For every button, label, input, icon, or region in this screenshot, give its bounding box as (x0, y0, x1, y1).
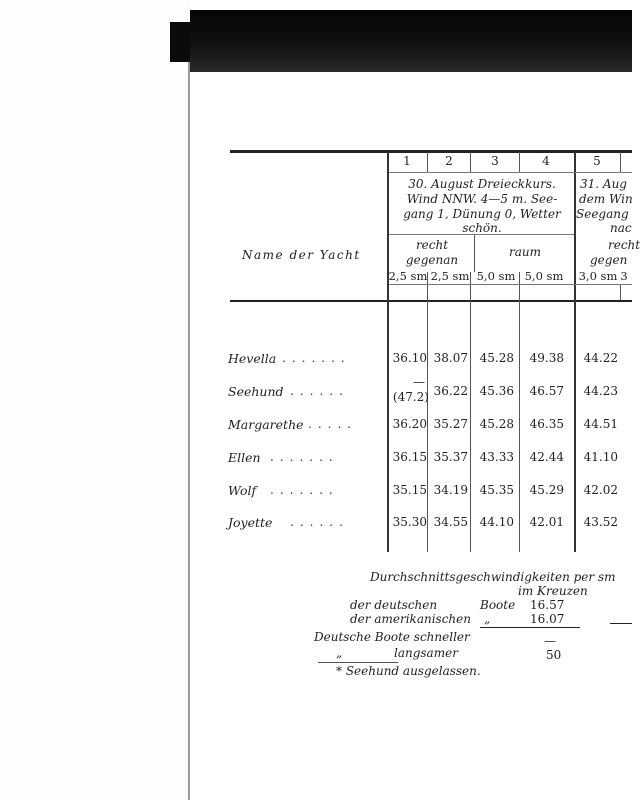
cell: 43.52 (583, 515, 618, 529)
summary-row2-value: 16.07 (530, 612, 565, 626)
footnote-rule (318, 662, 398, 663)
race2-header-line-4: nac (610, 221, 632, 235)
yacht-name: Wolf (228, 483, 257, 498)
unit-5: 3,0 sm (578, 269, 618, 283)
subgroup2-recht-2: gegen (590, 253, 628, 267)
left-page-margin (0, 0, 190, 800)
colnum-3: 3 (491, 154, 499, 168)
colnum-row-line (389, 172, 632, 173)
race1-header-line-2: Wind NNW. 4—5 m. See- (406, 192, 558, 206)
race1-header-line-3: gang 1, Dünung 0, Wetter (403, 207, 561, 221)
colnum-1: 1 (403, 154, 411, 168)
unit-1: 2,5 sm (388, 269, 428, 283)
cell: 46.35 (529, 417, 564, 431)
cell: 35.27 (433, 417, 468, 431)
col-divider-1 (427, 272, 428, 552)
cell: 42.44 (529, 450, 564, 464)
summary-subtitle: im Kreuzen (518, 584, 588, 598)
summary-row4-ditto: „ (336, 646, 343, 660)
summary-rule (480, 627, 580, 628)
cell: 44.23 (583, 384, 618, 398)
scanned-page: 1 2 3 4 5 Name der Yacht 30. August Dreieckkurs. Wind NNW. 4—5 m. See- gang 1, Dünung 0, Wetter schön. 31. Aug dem Win Seegang nac recht gegenan raum recht gegen 2,5 sm 2,5 sm 5,0 sm 5,0 sm 3,0 sm 3 Hevella ....... 36.10 38.07 45.28 49.38 44.22 Seehund ...... — (47.2) 36.22 45.36 46.57 44.23 Margarethe ..... 36.20 35.27 45.28 46.35 44.51 Ellen ....... 36.15 35.37 43.33 42.44 41.10 Wolf ....... 35.15 34.19 45.35 45.29 42.02 Joyette ...... 35.30 34.55 44.10 42.01 43.52 Durchschnittsgeschwindigkeiten per sm im Kreuzen der deutschen Boote 16.57 der amerikanischen „ 16.07 Deutsche Boote schneller — „ langsamer 50 * Seehund ausgelassen. (190, 72, 632, 800)
cell: 45.35 (479, 483, 514, 497)
cell: 35.15 (392, 483, 427, 497)
summary-row3-value: — (544, 634, 556, 648)
subgroup-recht-2: gegenan (405, 253, 459, 267)
summary-row1-label: der deutschen (350, 598, 438, 612)
summary-row2-label: der amerikanischen (350, 612, 471, 626)
name-column-header: Name der Yacht (242, 248, 361, 262)
cell: 49.38 (529, 351, 564, 365)
cell: 44.22 (583, 351, 618, 365)
units-row-line (389, 284, 632, 285)
cell: 46.57 (529, 384, 564, 398)
race1-header-line-4: schön. (462, 221, 502, 235)
summary-row1-boats: Boote (480, 598, 516, 612)
yacht-name: Ellen (228, 450, 261, 465)
summary-row3-label: Deutsche Boote schneller (314, 630, 470, 644)
unit-divider-5 (620, 284, 621, 300)
binding-shadow-corner (170, 22, 192, 62)
cell: 35.30 (392, 515, 427, 529)
cell: 42.01 (529, 515, 564, 529)
footnote: * Seehund ausgelassen. (336, 664, 481, 678)
race1-header-line-1: 30. August Dreieckkurs. (408, 177, 556, 191)
table-top-rule (230, 150, 632, 153)
subgroup-raum: raum (509, 245, 541, 259)
cell: 45.29 (529, 483, 564, 497)
cell: 44.10 (479, 515, 514, 529)
colnum-divider-5 (620, 152, 621, 172)
col-divider-3 (519, 272, 520, 552)
race2-header-line-1: 31. Aug (580, 177, 627, 191)
cell: 45.28 (479, 351, 514, 365)
cell: 42.02 (583, 483, 618, 497)
unit-3: 5,0 sm (476, 269, 516, 283)
unit-6: 3 (620, 269, 628, 283)
cell: 36.22 (433, 384, 468, 398)
binding-shadow (190, 10, 632, 72)
colnum-5: 5 (593, 154, 601, 168)
yacht-name: Seehund (228, 384, 284, 399)
yacht-name: Joyette (228, 515, 273, 530)
cell: 34.19 (433, 483, 468, 497)
summary-row1-value: 16.57 (530, 598, 565, 612)
summary-title: Durchschnittsgeschwindigkeiten per sm (370, 570, 616, 584)
subgroup-recht-1: recht (415, 238, 449, 252)
col-divider-2 (470, 272, 471, 552)
header-separator (230, 300, 632, 302)
unit-4: 5,0 sm (524, 269, 564, 283)
unit-2: 2,5 sm (430, 269, 470, 283)
cell: 45.36 (479, 384, 514, 398)
cell: 44.51 (583, 417, 618, 431)
summary-row4-value: 50 (546, 648, 562, 662)
cell: 35.37 (433, 450, 468, 464)
cell: (47.2) (392, 390, 429, 404)
colnum-divider-3 (519, 152, 520, 172)
summary-row4-label: langsamer (394, 646, 458, 660)
cell: 38.07 (433, 351, 468, 365)
yacht-name: Hevella (228, 351, 277, 366)
cell: 36.15 (392, 450, 427, 464)
cell-dash: — (413, 375, 425, 389)
colnum-divider-2 (470, 152, 471, 172)
colnum-divider-1 (427, 152, 428, 172)
subgroup-divider (474, 234, 475, 272)
subgroup2-recht-1: recht (608, 238, 640, 252)
cell: 43.33 (479, 450, 514, 464)
race2-header-line-2: dem Win (579, 192, 633, 206)
colnum-4: 4 (542, 154, 550, 168)
yacht-name: Margarethe (228, 417, 304, 432)
cell: 34.55 (433, 515, 468, 529)
cell: 36.20 (392, 417, 427, 431)
summary-row2-ditto: „ (484, 612, 491, 626)
cell: 41.10 (583, 450, 618, 464)
summary-rule-right (610, 623, 632, 624)
cell: 45.28 (479, 417, 514, 431)
colnum-2: 2 (445, 154, 453, 168)
race2-header-line-3: Seegang (576, 207, 629, 221)
cell: 36.10 (392, 351, 427, 365)
